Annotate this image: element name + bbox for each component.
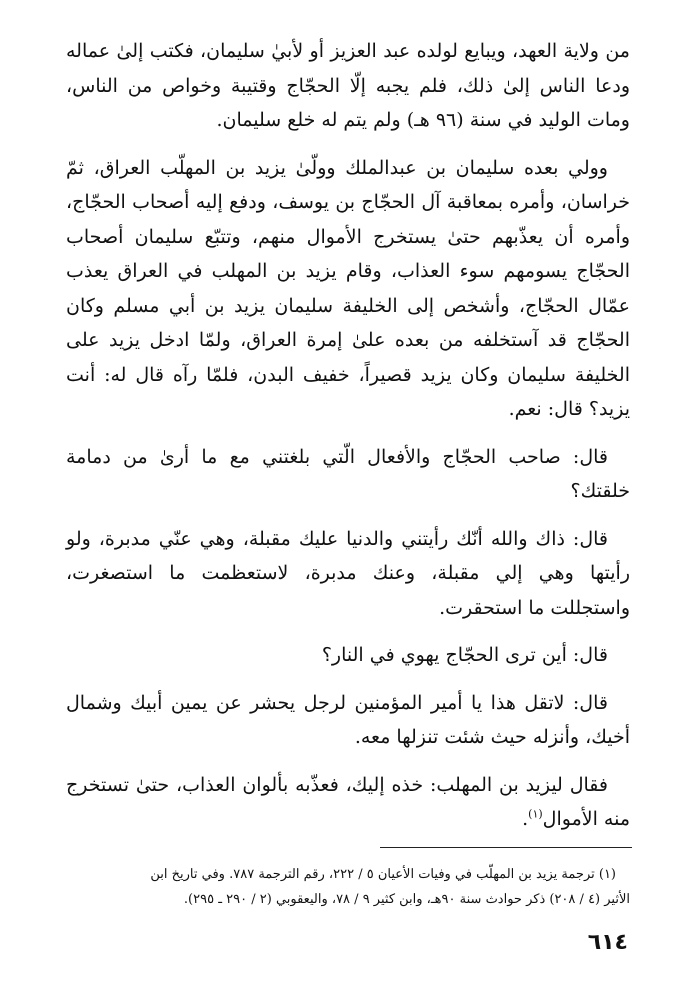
footnote-line-1: (١) ترجمة يزيد بن المهلّب في وفيات الأعيان ٥ / ٢٢٢، رقم الترجمة ٧٨٧. وفي تاريخ ابن bbox=[150, 867, 616, 882]
footnote-divider bbox=[380, 847, 632, 848]
paragraph-question-hajjaj-fire: قال: أين ترى الحجّاج يهوي في النار؟ bbox=[321, 644, 608, 666]
paragraph-order-torture: فقال ليزيد بن المهلب: خذه إليك، فعذّبه بألوان العذاب، حتىٰ تستخرج منه الأموال$^{(١)}$. bbox=[66, 773, 630, 830]
paragraph-succession: من ولاية العهد، ويبايع لولده عبد العزيز أو لأبيٰ سليمان، فكتب إلىٰ عماله ودعا الناس إلىٰ ذلك، فلم يجبه إلّا الحجّاج وقتيبة وخواص من الناس، ومات الوليد في سنة (٩٦ هـ) ولم يتم له خلع سليمان. bbox=[66, 40, 630, 131]
main-text bbox=[66, 34, 630, 850]
paragraph-answer-commander: قال: لاتقل هذا يا أمير المؤمنين لرجل يحشر عن يمين أبيك وشمال أخيك، وأنزله حيث شئت تنزلها معه. bbox=[66, 691, 630, 748]
paragraph-order-torture-text: فقال ليزيد بن المهلب: خذه إليك، فعذّبه بألوان العذاب، حتىٰ تستخرج منه الأموال bbox=[66, 773, 630, 830]
footnote-line-2: الأثير (٤ / ٢٠٨) ذكر حوادث سنة ٩٠هـ، وابن كثير ٩ / ٧٨، واليعقوبي (٢ / ٢٩٠ ـ ٢٩٥). bbox=[183, 892, 630, 907]
footnote bbox=[64, 862, 630, 912]
paragraph-answer-world-turning: قال: ذاك والله أنّك رأيتني والدنيا عليك مقبلة، وهي عنّي مدبرة، ولو رأيتها وهي إلي مقبلة، وعنك مدبرة، لاستعظمت ما استصغرت، واستجللت ما استحقرت. bbox=[66, 527, 630, 619]
footnote-reference: (١) bbox=[528, 807, 543, 821]
page-number: ٦١٤ bbox=[587, 930, 628, 955]
paragraph-question-hajjaj-companion: قال: صاحب الحجّاج والأفعال الّتي بلغتني مع ما أرىٰ من دمامة خلقتك؟ bbox=[66, 445, 630, 502]
paragraph-sulayman-reign: وولي بعده سليمان بن عبدالملك وولّىٰ يزيد بن المهلّب العراق، ثمّ خراسان، وأمره بمعاقبة آل الحجّاج بن يوسف، ودفع إليه أصحاب الحجّاج، وأمره أن يعذّبهم حتىٰ يستخرج الأموال منهم، وتتبّع سليمان أصحاب الحجّاج يسومهم سوء العذاب، وقام يزيد بن المهلب في العراق يعذب عمّال الحجّاج، وأشخص إلى الخليفة سليمان يزيد بن أبي مسلم وكان الحجّاج قد آستخلفه من بعده علىٰ إمرة العراق، ولمّا ادخل يزيد على الخليفة سليمان وكان يزيد قصيراً، خفيف البدن، فلمّا رآه قال له: أنت يزيد؟ قال: نعم. bbox=[66, 156, 630, 420]
